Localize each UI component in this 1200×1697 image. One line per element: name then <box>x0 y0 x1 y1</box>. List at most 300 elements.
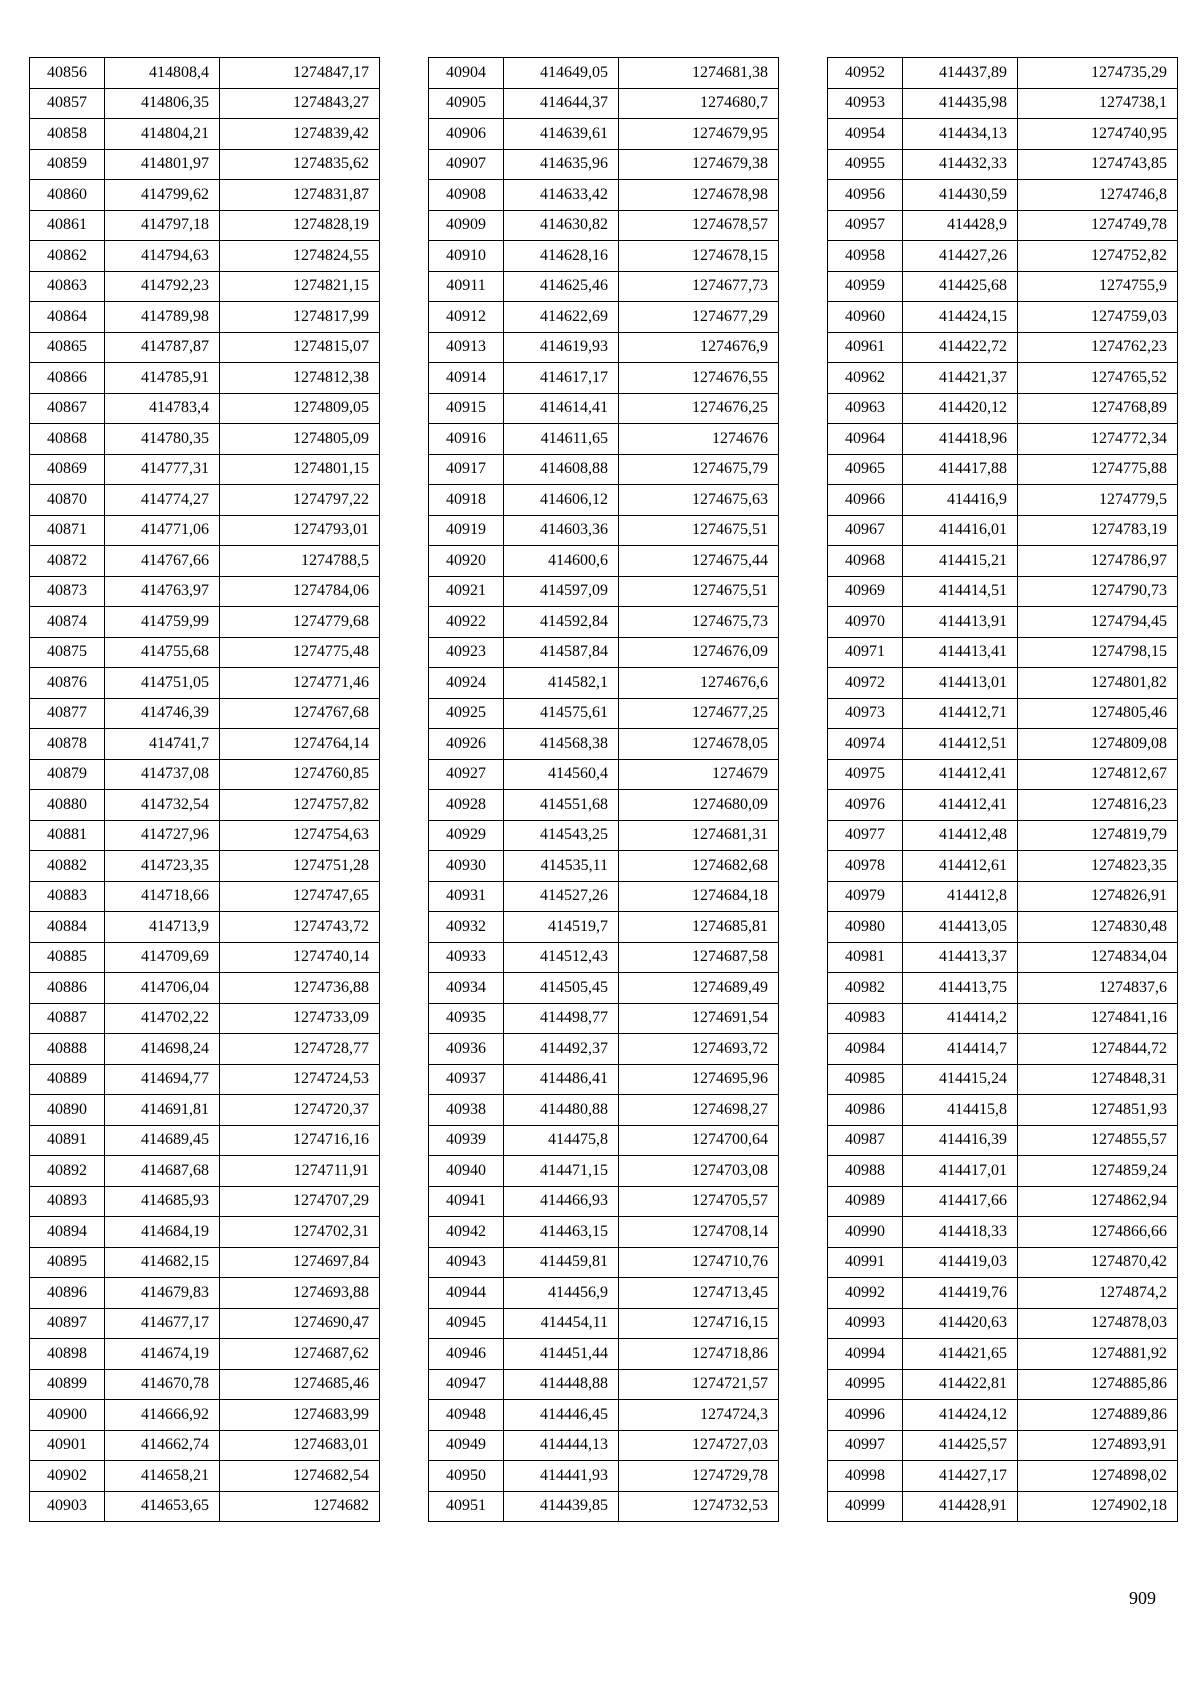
x-coordinate-cell: 414682,15 <box>105 1247 220 1278</box>
y-coordinate-cell: 1274677,25 <box>619 698 779 729</box>
x-coordinate-cell: 414633,42 <box>504 180 619 211</box>
x-coordinate-cell: 414582,1 <box>504 668 619 699</box>
y-coordinate-cell: 1274765,52 <box>1018 363 1178 394</box>
y-coordinate-cell: 1274740,95 <box>1018 119 1178 150</box>
point-id-cell: 40958 <box>828 241 903 272</box>
x-coordinate-cell: 414412,8 <box>903 881 1018 912</box>
point-id-cell: 40946 <box>429 1339 504 1370</box>
x-coordinate-cell: 414662,74 <box>105 1430 220 1461</box>
y-coordinate-cell: 1274775,88 <box>1018 454 1178 485</box>
point-id-cell: 40915 <box>429 393 504 424</box>
x-coordinate-cell: 414625,46 <box>504 271 619 302</box>
point-id-cell: 40872 <box>30 546 105 577</box>
y-coordinate-cell: 1274695,96 <box>619 1064 779 1095</box>
x-coordinate-cell: 414698,24 <box>105 1034 220 1065</box>
y-coordinate-cell: 1274679 <box>619 759 779 790</box>
y-coordinate-cell: 1274779,5 <box>1018 485 1178 516</box>
x-coordinate-cell: 414713,9 <box>105 912 220 943</box>
table-row <box>30 1247 380 1278</box>
point-id-cell: 40877 <box>30 698 105 729</box>
point-id-cell: 40914 <box>429 363 504 394</box>
point-id-cell: 40861 <box>30 210 105 241</box>
table-row <box>828 454 1178 485</box>
point-id-cell: 40862 <box>30 241 105 272</box>
x-coordinate-cell: 414608,88 <box>504 454 619 485</box>
point-id-cell: 40869 <box>30 454 105 485</box>
table-row <box>429 820 779 851</box>
table-row <box>30 1034 380 1065</box>
point-id-cell: 40921 <box>429 576 504 607</box>
y-coordinate-cell: 1274809,05 <box>220 393 380 424</box>
y-coordinate-cell: 1274843,27 <box>220 88 380 119</box>
x-coordinate-cell: 414419,76 <box>903 1278 1018 1309</box>
x-coordinate-cell: 414466,93 <box>504 1186 619 1217</box>
x-coordinate-cell: 414774,27 <box>105 485 220 516</box>
x-coordinate-cell: 414412,71 <box>903 698 1018 729</box>
x-coordinate-cell: 414649,05 <box>504 58 619 89</box>
table-row <box>429 881 779 912</box>
table-row <box>828 1217 1178 1248</box>
table-row <box>429 302 779 333</box>
table-row <box>828 1034 1178 1065</box>
point-id-cell: 40985 <box>828 1064 903 1095</box>
table-row <box>828 881 1178 912</box>
table-row <box>828 424 1178 455</box>
y-coordinate-cell: 1274679,95 <box>619 119 779 150</box>
y-coordinate-cell: 1274866,66 <box>1018 1217 1178 1248</box>
point-id-cell: 40865 <box>30 332 105 363</box>
x-coordinate-cell: 414413,37 <box>903 942 1018 973</box>
table-row <box>828 363 1178 394</box>
table-row <box>429 698 779 729</box>
point-id-cell: 40984 <box>828 1034 903 1065</box>
y-coordinate-cell: 1274752,82 <box>1018 241 1178 272</box>
x-coordinate-cell: 414799,62 <box>105 180 220 211</box>
point-id-cell: 40963 <box>828 393 903 424</box>
y-coordinate-cell: 1274680,7 <box>619 88 779 119</box>
y-coordinate-cell: 1274847,17 <box>220 58 380 89</box>
table-row <box>30 1308 380 1339</box>
y-coordinate-cell: 1274691,54 <box>619 1003 779 1034</box>
point-id-cell: 40890 <box>30 1095 105 1126</box>
table-row <box>828 637 1178 668</box>
point-id-cell: 40860 <box>30 180 105 211</box>
x-coordinate-cell: 414527,26 <box>504 881 619 912</box>
point-id-cell: 40962 <box>828 363 903 394</box>
x-coordinate-cell: 414787,87 <box>105 332 220 363</box>
point-id-cell: 40960 <box>828 302 903 333</box>
x-coordinate-cell: 414794,63 <box>105 241 220 272</box>
y-coordinate-cell: 1274675,73 <box>619 607 779 638</box>
point-id-cell: 40937 <box>429 1064 504 1095</box>
y-coordinate-cell: 1274689,49 <box>619 973 779 1004</box>
y-coordinate-cell: 1274676,09 <box>619 637 779 668</box>
table-row <box>429 729 779 760</box>
x-coordinate-cell: 414611,65 <box>504 424 619 455</box>
table-row <box>30 1003 380 1034</box>
point-id-cell: 40975 <box>828 759 903 790</box>
x-coordinate-cell: 414435,98 <box>903 88 1018 119</box>
y-coordinate-cell: 1274824,55 <box>220 241 380 272</box>
y-coordinate-cell: 1274775,48 <box>220 637 380 668</box>
point-id-cell: 40912 <box>429 302 504 333</box>
table-row <box>828 1461 1178 1492</box>
point-id-cell: 40953 <box>828 88 903 119</box>
point-id-cell: 40867 <box>30 393 105 424</box>
point-id-cell: 40887 <box>30 1003 105 1034</box>
table-row <box>429 454 779 485</box>
table-row <box>828 149 1178 180</box>
x-coordinate-cell: 414653,65 <box>105 1491 220 1522</box>
table-row <box>30 271 380 302</box>
table-row <box>828 1095 1178 1126</box>
point-id-cell: 40923 <box>429 637 504 668</box>
table-row <box>828 271 1178 302</box>
table-row <box>30 698 380 729</box>
y-coordinate-cell: 1274762,23 <box>1018 332 1178 363</box>
x-coordinate-cell: 414486,41 <box>504 1064 619 1095</box>
table-row <box>30 1461 380 1492</box>
table-row <box>429 210 779 241</box>
y-coordinate-cell: 1274681,31 <box>619 820 779 851</box>
x-coordinate-cell: 414446,45 <box>504 1400 619 1431</box>
point-id-cell: 40859 <box>30 149 105 180</box>
point-id-cell: 40881 <box>30 820 105 851</box>
table-row <box>30 1156 380 1187</box>
y-coordinate-cell: 1274760,85 <box>220 759 380 790</box>
y-coordinate-cell: 1274767,68 <box>220 698 380 729</box>
y-coordinate-cell: 1274676 <box>619 424 779 455</box>
y-coordinate-cell: 1274816,23 <box>1018 790 1178 821</box>
y-coordinate-cell: 1274710,76 <box>619 1247 779 1278</box>
x-coordinate-cell: 414418,96 <box>903 424 1018 455</box>
point-id-cell: 40909 <box>429 210 504 241</box>
x-coordinate-cell: 414414,51 <box>903 576 1018 607</box>
table-row <box>429 515 779 546</box>
y-coordinate-cell: 1274819,79 <box>1018 820 1178 851</box>
table-row <box>429 973 779 1004</box>
table-row <box>30 607 380 638</box>
x-coordinate-cell: 414519,7 <box>504 912 619 943</box>
x-coordinate-cell: 414414,2 <box>903 1003 1018 1034</box>
y-coordinate-cell: 1274747,65 <box>220 881 380 912</box>
table-row <box>30 881 380 912</box>
point-id-cell: 40994 <box>828 1339 903 1370</box>
table-row <box>30 1095 380 1126</box>
table-row <box>30 1400 380 1431</box>
point-id-cell: 40992 <box>828 1278 903 1309</box>
table-row <box>828 58 1178 89</box>
x-coordinate-cell: 414635,96 <box>504 149 619 180</box>
point-id-cell: 40959 <box>828 271 903 302</box>
table-row <box>828 1247 1178 1278</box>
x-coordinate-cell: 414418,33 <box>903 1217 1018 1248</box>
y-coordinate-cell: 1274828,19 <box>220 210 380 241</box>
y-coordinate-cell: 1274749,78 <box>1018 210 1178 241</box>
table-row <box>429 1339 779 1370</box>
point-id-cell: 40971 <box>828 637 903 668</box>
x-coordinate-cell: 414420,63 <box>903 1308 1018 1339</box>
point-id-cell: 40978 <box>828 851 903 882</box>
x-coordinate-cell: 414471,15 <box>504 1156 619 1187</box>
x-coordinate-cell: 414741,7 <box>105 729 220 760</box>
x-coordinate-cell: 414759,99 <box>105 607 220 638</box>
y-coordinate-cell: 1274732,53 <box>619 1491 779 1522</box>
table-row <box>429 485 779 516</box>
x-coordinate-cell: 414512,43 <box>504 942 619 973</box>
point-id-cell: 40947 <box>429 1369 504 1400</box>
point-id-cell: 40873 <box>30 576 105 607</box>
x-coordinate-cell: 414422,72 <box>903 332 1018 363</box>
y-coordinate-cell: 1274862,94 <box>1018 1186 1178 1217</box>
table-body <box>828 58 1178 1522</box>
point-id-cell: 40996 <box>828 1400 903 1431</box>
y-coordinate-cell: 1274786,97 <box>1018 546 1178 577</box>
point-id-cell: 40998 <box>828 1461 903 1492</box>
table-row <box>828 729 1178 760</box>
x-coordinate-cell: 414451,44 <box>504 1339 619 1370</box>
point-id-cell: 40948 <box>429 1400 504 1431</box>
point-id-cell: 40945 <box>429 1308 504 1339</box>
table-row <box>429 1369 779 1400</box>
y-coordinate-cell: 1274848,31 <box>1018 1064 1178 1095</box>
y-coordinate-cell: 1274676,55 <box>619 363 779 394</box>
x-coordinate-cell: 414797,18 <box>105 210 220 241</box>
y-coordinate-cell: 1274685,46 <box>220 1369 380 1400</box>
table-row <box>429 1308 779 1339</box>
point-id-cell: 40883 <box>30 881 105 912</box>
x-coordinate-cell: 414413,05 <box>903 912 1018 943</box>
table-row <box>429 1186 779 1217</box>
point-id-cell: 40949 <box>429 1430 504 1461</box>
table-row <box>429 912 779 943</box>
table-row <box>828 1400 1178 1431</box>
y-coordinate-cell: 1274676,6 <box>619 668 779 699</box>
y-coordinate-cell: 1274678,98 <box>619 180 779 211</box>
y-coordinate-cell: 1274809,08 <box>1018 729 1178 760</box>
point-id-cell: 40929 <box>429 820 504 851</box>
coordinate-table-1 <box>29 57 380 1522</box>
x-coordinate-cell: 414670,78 <box>105 1369 220 1400</box>
table-row <box>828 668 1178 699</box>
y-coordinate-cell: 1274746,8 <box>1018 180 1178 211</box>
table-row <box>30 363 380 394</box>
point-id-cell: 40875 <box>30 637 105 668</box>
x-coordinate-cell: 414425,57 <box>903 1430 1018 1461</box>
table-row <box>30 1064 380 1095</box>
table-row <box>30 1125 380 1156</box>
y-coordinate-cell: 1274815,07 <box>220 332 380 363</box>
x-coordinate-cell: 414694,77 <box>105 1064 220 1095</box>
point-id-cell: 40938 <box>429 1095 504 1126</box>
point-id-cell: 40889 <box>30 1064 105 1095</box>
table-row <box>828 1156 1178 1187</box>
y-coordinate-cell: 1274837,6 <box>1018 973 1178 1004</box>
y-coordinate-cell: 1274768,89 <box>1018 393 1178 424</box>
table-row <box>828 1339 1178 1370</box>
point-id-cell: 40924 <box>429 668 504 699</box>
table-row <box>30 546 380 577</box>
y-coordinate-cell: 1274841,16 <box>1018 1003 1178 1034</box>
point-id-cell: 40974 <box>828 729 903 760</box>
point-id-cell: 40990 <box>828 1217 903 1248</box>
coordinate-table-3 <box>827 57 1178 1522</box>
point-id-cell: 40941 <box>429 1186 504 1217</box>
y-coordinate-cell: 1274805,09 <box>220 424 380 455</box>
page-number: 909 <box>1129 1588 1156 1608</box>
point-id-cell: 40957 <box>828 210 903 241</box>
y-coordinate-cell: 1274683,01 <box>220 1430 380 1461</box>
point-id-cell: 40965 <box>828 454 903 485</box>
table-row <box>30 302 380 333</box>
y-coordinate-cell: 1274881,92 <box>1018 1339 1178 1370</box>
table-row <box>429 1034 779 1065</box>
table-row <box>30 942 380 973</box>
table-row <box>30 180 380 211</box>
x-coordinate-cell: 414480,88 <box>504 1095 619 1126</box>
x-coordinate-cell: 414789,98 <box>105 302 220 333</box>
y-coordinate-cell: 1274851,93 <box>1018 1095 1178 1126</box>
x-coordinate-cell: 414685,93 <box>105 1186 220 1217</box>
y-coordinate-cell: 1274685,81 <box>619 912 779 943</box>
x-coordinate-cell: 414415,8 <box>903 1095 1018 1126</box>
x-coordinate-cell: 414412,61 <box>903 851 1018 882</box>
y-coordinate-cell: 1274830,48 <box>1018 912 1178 943</box>
x-coordinate-cell: 414746,39 <box>105 698 220 729</box>
table-row <box>828 912 1178 943</box>
x-coordinate-cell: 414413,41 <box>903 637 1018 668</box>
x-coordinate-cell: 414614,41 <box>504 393 619 424</box>
point-id-cell: 40942 <box>429 1217 504 1248</box>
table-row <box>30 576 380 607</box>
y-coordinate-cell: 1274764,14 <box>220 729 380 760</box>
y-coordinate-cell: 1274736,88 <box>220 973 380 1004</box>
table-row <box>429 424 779 455</box>
point-id-cell: 40934 <box>429 973 504 1004</box>
table-row <box>30 241 380 272</box>
point-id-cell: 40991 <box>828 1247 903 1278</box>
table-row <box>828 393 1178 424</box>
point-id-cell: 40995 <box>828 1369 903 1400</box>
x-coordinate-cell: 414416,39 <box>903 1125 1018 1156</box>
table-row <box>828 546 1178 577</box>
table-row <box>30 88 380 119</box>
y-coordinate-cell: 1274682 <box>220 1491 380 1522</box>
x-coordinate-cell: 414709,69 <box>105 942 220 973</box>
point-id-cell: 40979 <box>828 881 903 912</box>
y-coordinate-cell: 1274720,37 <box>220 1095 380 1126</box>
x-coordinate-cell: 414587,84 <box>504 637 619 668</box>
point-id-cell: 40940 <box>429 1156 504 1187</box>
point-id-cell: 40876 <box>30 668 105 699</box>
y-coordinate-cell: 1274675,51 <box>619 576 779 607</box>
y-coordinate-cell: 1274687,58 <box>619 942 779 973</box>
point-id-cell: 40999 <box>828 1491 903 1522</box>
point-id-cell: 40966 <box>828 485 903 516</box>
x-coordinate-cell: 414806,35 <box>105 88 220 119</box>
x-coordinate-cell: 414644,37 <box>504 88 619 119</box>
point-id-cell: 40944 <box>429 1278 504 1309</box>
point-id-cell: 40918 <box>429 485 504 516</box>
table-row <box>828 851 1178 882</box>
x-coordinate-cell: 414413,91 <box>903 607 1018 638</box>
point-id-cell: 40931 <box>429 881 504 912</box>
table-row <box>30 1278 380 1309</box>
y-coordinate-cell: 1274680,09 <box>619 790 779 821</box>
point-id-cell: 40952 <box>828 58 903 89</box>
coordinate-table-2 <box>428 57 779 1522</box>
y-coordinate-cell: 1274693,88 <box>220 1278 380 1309</box>
point-id-cell: 40897 <box>30 1308 105 1339</box>
table-row <box>429 1217 779 1248</box>
point-id-cell: 40868 <box>30 424 105 455</box>
point-id-cell: 40928 <box>429 790 504 821</box>
x-coordinate-cell: 414434,13 <box>903 119 1018 150</box>
y-coordinate-cell: 1274684,18 <box>619 881 779 912</box>
x-coordinate-cell: 414454,11 <box>504 1308 619 1339</box>
point-id-cell: 40858 <box>30 119 105 150</box>
y-coordinate-cell: 1274844,72 <box>1018 1034 1178 1065</box>
x-coordinate-cell: 414804,21 <box>105 119 220 150</box>
table-row <box>30 515 380 546</box>
x-coordinate-cell: 414679,83 <box>105 1278 220 1309</box>
x-coordinate-cell: 414751,05 <box>105 668 220 699</box>
x-coordinate-cell: 414619,93 <box>504 332 619 363</box>
table-row <box>429 851 779 882</box>
point-id-cell: 40969 <box>828 576 903 607</box>
point-id-cell: 40879 <box>30 759 105 790</box>
y-coordinate-cell: 1274801,82 <box>1018 668 1178 699</box>
x-coordinate-cell: 414666,92 <box>105 1400 220 1431</box>
point-id-cell: 40922 <box>429 607 504 638</box>
y-coordinate-cell: 1274779,68 <box>220 607 380 638</box>
x-coordinate-cell: 414428,91 <box>903 1491 1018 1522</box>
y-coordinate-cell: 1274743,72 <box>220 912 380 943</box>
y-coordinate-cell: 1274682,68 <box>619 851 779 882</box>
y-coordinate-cell: 1274708,14 <box>619 1217 779 1248</box>
x-coordinate-cell: 414427,17 <box>903 1461 1018 1492</box>
y-coordinate-cell: 1274885,86 <box>1018 1369 1178 1400</box>
point-id-cell: 40986 <box>828 1095 903 1126</box>
point-id-cell: 40919 <box>429 515 504 546</box>
x-coordinate-cell: 414801,97 <box>105 149 220 180</box>
table-row <box>828 1430 1178 1461</box>
point-id-cell: 40894 <box>30 1217 105 1248</box>
x-coordinate-cell: 414551,68 <box>504 790 619 821</box>
y-coordinate-cell: 1274835,62 <box>220 149 380 180</box>
table-row <box>429 149 779 180</box>
x-coordinate-cell: 414424,12 <box>903 1400 1018 1431</box>
y-coordinate-cell: 1274675,44 <box>619 546 779 577</box>
y-coordinate-cell: 1274702,31 <box>220 1217 380 1248</box>
table-row <box>429 1064 779 1095</box>
y-coordinate-cell: 1274772,34 <box>1018 424 1178 455</box>
y-coordinate-cell: 1274675,51 <box>619 515 779 546</box>
point-id-cell: 40993 <box>828 1308 903 1339</box>
x-coordinate-cell: 414597,09 <box>504 576 619 607</box>
point-id-cell: 40911 <box>429 271 504 302</box>
x-coordinate-cell: 414424,15 <box>903 302 1018 333</box>
x-coordinate-cell: 414658,21 <box>105 1461 220 1492</box>
table-row <box>429 1003 779 1034</box>
x-coordinate-cell: 414763,97 <box>105 576 220 607</box>
point-id-cell: 40893 <box>30 1186 105 1217</box>
point-id-cell: 40916 <box>429 424 504 455</box>
y-coordinate-cell: 1274834,04 <box>1018 942 1178 973</box>
point-id-cell: 40907 <box>429 149 504 180</box>
table-row <box>30 149 380 180</box>
y-coordinate-cell: 1274678,05 <box>619 729 779 760</box>
